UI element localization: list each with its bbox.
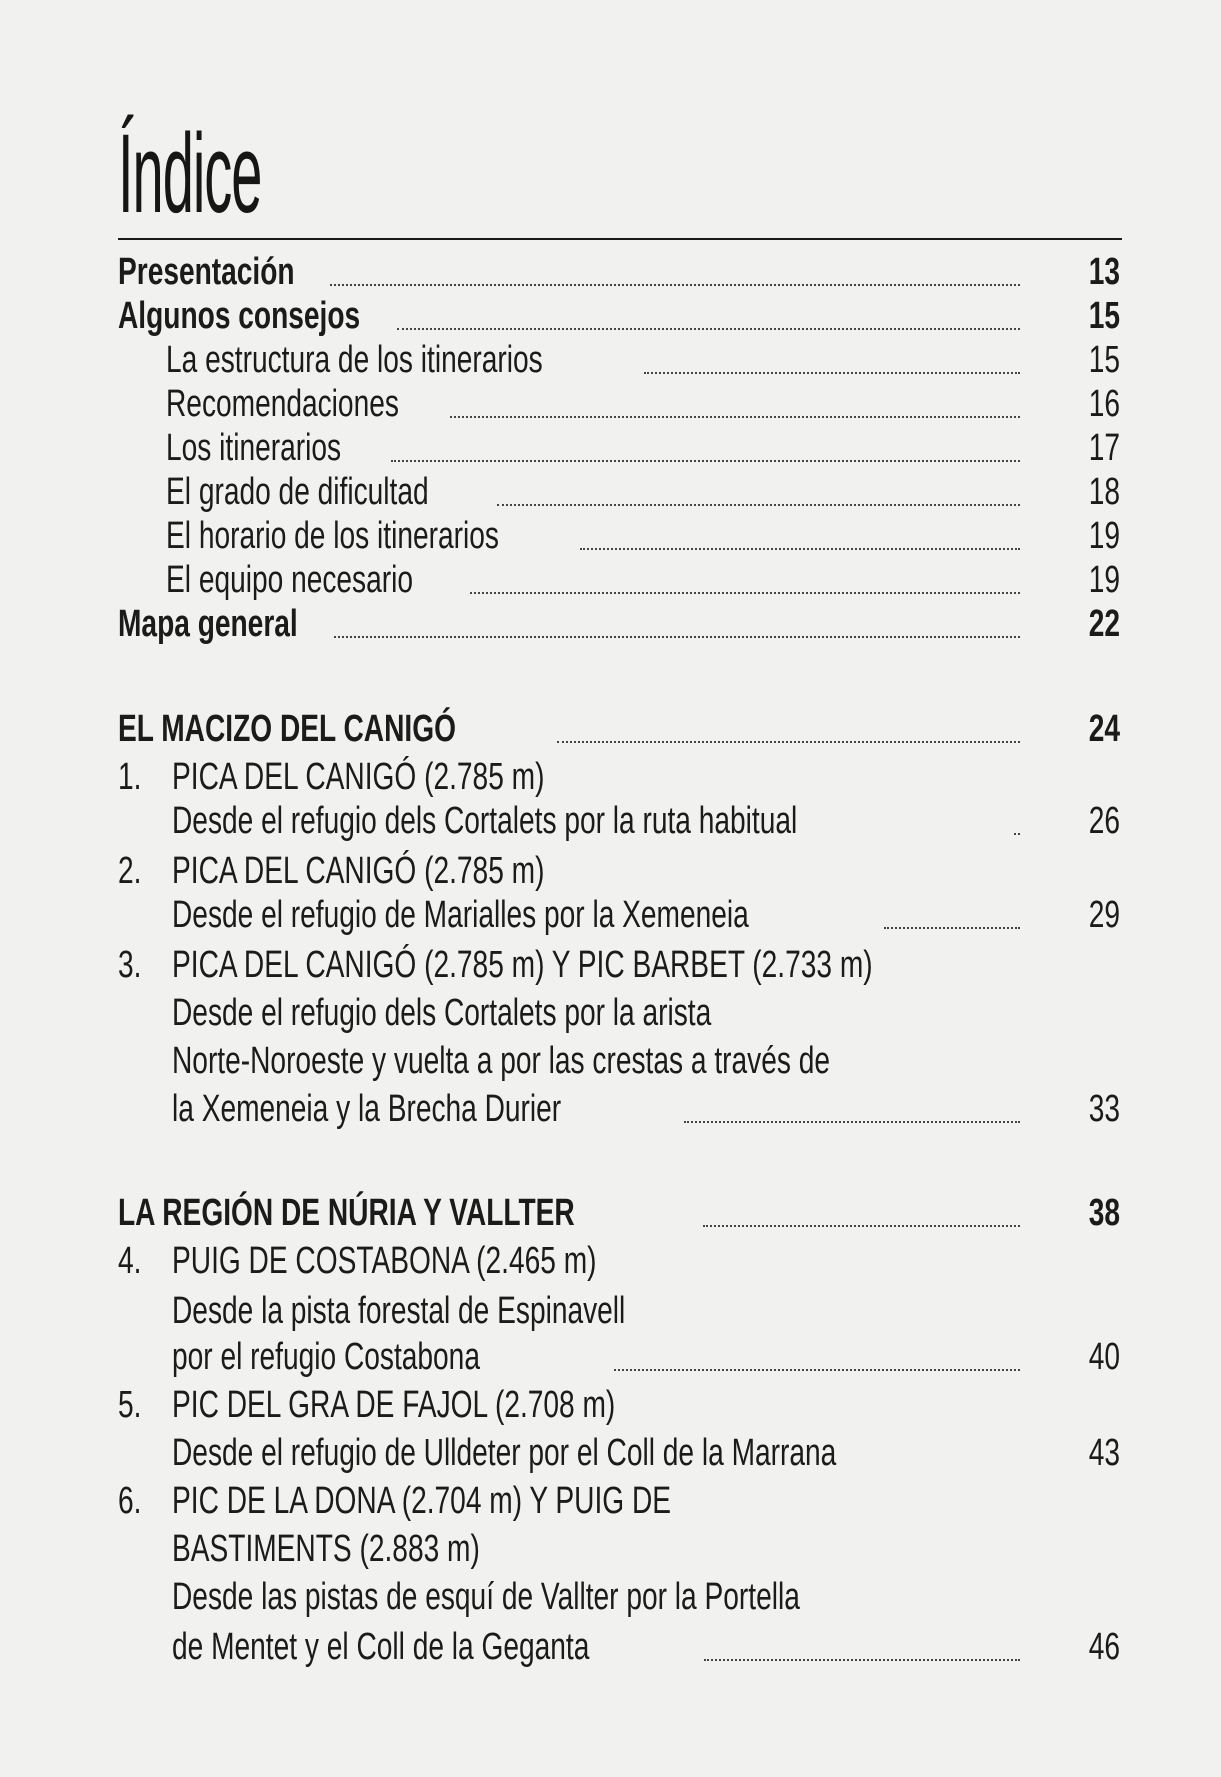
- toc-entry-text: LA REGIÓN DE NÚRIA Y VALLTER: [118, 1192, 575, 1234]
- toc-entry-text: Desde las pistas de esquí de Vallter por la Portella: [172, 1576, 800, 1618]
- toc-page-number: 19: [1088, 515, 1120, 557]
- toc-entry: [118, 557, 1120, 603]
- toc-entry-text: Norte-Noroeste y vuelta a por las crestas a través de: [172, 1040, 830, 1082]
- toc-page-number: 40: [1088, 1336, 1120, 1378]
- toc-entry: [118, 706, 1120, 752]
- toc-dot-leader: [497, 504, 1020, 506]
- toc-page-number: 15: [1088, 339, 1120, 381]
- toc-entry-number: 2.: [118, 850, 142, 892]
- toc-entry-text: PICA DEL CANIGÓ (2.785 m): [172, 850, 545, 892]
- toc-entry: [118, 1526, 1120, 1572]
- toc-entry: [118, 293, 1120, 339]
- toc-entry: [118, 1382, 1120, 1428]
- toc-entry: [118, 1238, 1120, 1284]
- toc-page-number: 38: [1088, 1192, 1120, 1234]
- toc-entry-text: El grado de dificultad: [166, 471, 429, 513]
- toc-entry-text: PICA DEL CANIGÓ (2.785 m): [172, 756, 545, 798]
- toc-page-number: 15: [1088, 295, 1120, 337]
- toc-entry: [118, 848, 1120, 894]
- toc-page-number: 13: [1088, 251, 1120, 293]
- toc-entry-text: de Mentet y el Coll de la Geganta: [172, 1626, 590, 1668]
- toc-entry: [118, 798, 1120, 844]
- toc-entry-text: Los itinerarios: [166, 427, 342, 469]
- toc-entry-text: Desde el refugio dels Cortalets por la arista: [172, 992, 712, 1034]
- toc-entry: [118, 754, 1120, 800]
- toc-entry: [118, 1334, 1120, 1380]
- toc-dot-leader: [334, 636, 1020, 638]
- toc-entry-text: EL MACIZO DEL CANIGÓ: [118, 708, 456, 750]
- toc-entry-text: Recomendaciones: [166, 383, 399, 425]
- toc-dot-leader: [884, 927, 1020, 929]
- toc-dot-leader: [330, 284, 1020, 286]
- toc-dot-leader: [684, 1121, 1020, 1123]
- toc-page-number: 29: [1088, 894, 1120, 936]
- toc-page-number: 33: [1088, 1088, 1120, 1130]
- toc-entry: [118, 513, 1120, 559]
- toc-entry: [118, 249, 1120, 295]
- toc-entry-number: 1.: [118, 756, 142, 798]
- toc-dot-leader: [450, 416, 1020, 418]
- toc-entry-text: Mapa general: [118, 603, 298, 645]
- toc-entry: [118, 1574, 1120, 1620]
- toc-entry-text: El horario de los itinerarios: [166, 515, 499, 557]
- toc-page-number: 24: [1088, 708, 1120, 750]
- toc-entry-text: Desde la pista forestal de Espinavell: [172, 1290, 626, 1332]
- toc-dot-leader: [703, 1225, 1020, 1227]
- toc-entry-text: PIC DE LA DONA (2.704 m) Y PUIG DE: [172, 1480, 672, 1522]
- toc-dot-leader: [614, 1369, 1020, 1371]
- toc-entry-text: Desde el refugio de Marialles por la Xemeneia: [172, 894, 749, 936]
- toc-entry: [118, 1288, 1120, 1334]
- toc-entry: [118, 1086, 1120, 1132]
- toc-entry: [118, 990, 1120, 1036]
- toc-entry-number: 6.: [118, 1480, 142, 1522]
- toc-entry-text: Algunos consejos: [118, 295, 361, 337]
- toc-entry-text: Desde el refugio de Ulldeter por el Coll de la Marrana: [172, 1432, 837, 1474]
- toc-entry: [118, 1430, 1120, 1476]
- toc-entry: [118, 1478, 1120, 1524]
- toc-entry-number: 3.: [118, 944, 142, 986]
- toc-page-number: 18: [1088, 471, 1120, 513]
- toc-entry: [118, 1038, 1120, 1084]
- toc-page-number: 22: [1088, 603, 1120, 645]
- toc-entry: [118, 425, 1120, 471]
- toc-entry: [118, 601, 1120, 647]
- toc-dot-leader: [644, 372, 1020, 374]
- toc-entry-text: La estructura de los itinerarios: [166, 339, 543, 381]
- toc-entry-text: por el refugio Costabona: [172, 1336, 480, 1378]
- toc-page-number: 46: [1088, 1626, 1120, 1668]
- toc-entry: [118, 942, 1120, 988]
- toc-entry: [118, 892, 1120, 938]
- toc-page-number: 43: [1088, 1432, 1120, 1474]
- toc-dot-leader: [391, 460, 1020, 462]
- toc-page-number: 26: [1088, 800, 1120, 842]
- toc-entry-text: la Xemeneia y la Brecha Durier: [172, 1088, 562, 1130]
- toc-entry-text: Presentación: [118, 251, 295, 293]
- toc-entry: [118, 1624, 1120, 1670]
- toc-entry-text: PUIG DE COSTABONA (2.465 m): [172, 1240, 597, 1282]
- toc-entry-text: BASTIMENTS (2.883 m): [172, 1528, 480, 1570]
- toc-entry-number: 5.: [118, 1384, 142, 1426]
- toc-entry-text: Desde el refugio dels Cortalets por la ruta habitual: [172, 800, 798, 842]
- title-rule: [118, 238, 1122, 240]
- toc-page-number: 16: [1088, 383, 1120, 425]
- toc-page-number: 19: [1088, 559, 1120, 601]
- toc-dot-leader: [557, 741, 1020, 743]
- toc-entry: [118, 381, 1120, 427]
- toc-page-number: 17: [1088, 427, 1120, 469]
- toc-dot-leader: [470, 592, 1020, 594]
- toc-dot-leader: [580, 548, 1020, 550]
- toc-entry: [118, 1190, 1120, 1236]
- toc-dot-leader: [1014, 833, 1020, 835]
- toc-dot-leader: [397, 328, 1020, 330]
- toc-dot-leader: [704, 1659, 1020, 1661]
- toc-entry-text: PIC DEL GRA DE FAJOL (2.708 m): [172, 1384, 616, 1426]
- page-title: Índice: [118, 111, 262, 236]
- toc-entry: [118, 337, 1120, 383]
- toc-entry: [118, 469, 1120, 515]
- toc-entry-text: El equipo necesario: [166, 559, 413, 601]
- toc-entry-text: PICA DEL CANIGÓ (2.785 m) Y PIC BARBET (2.733 m): [172, 944, 873, 986]
- toc-entry-number: 4.: [118, 1240, 142, 1282]
